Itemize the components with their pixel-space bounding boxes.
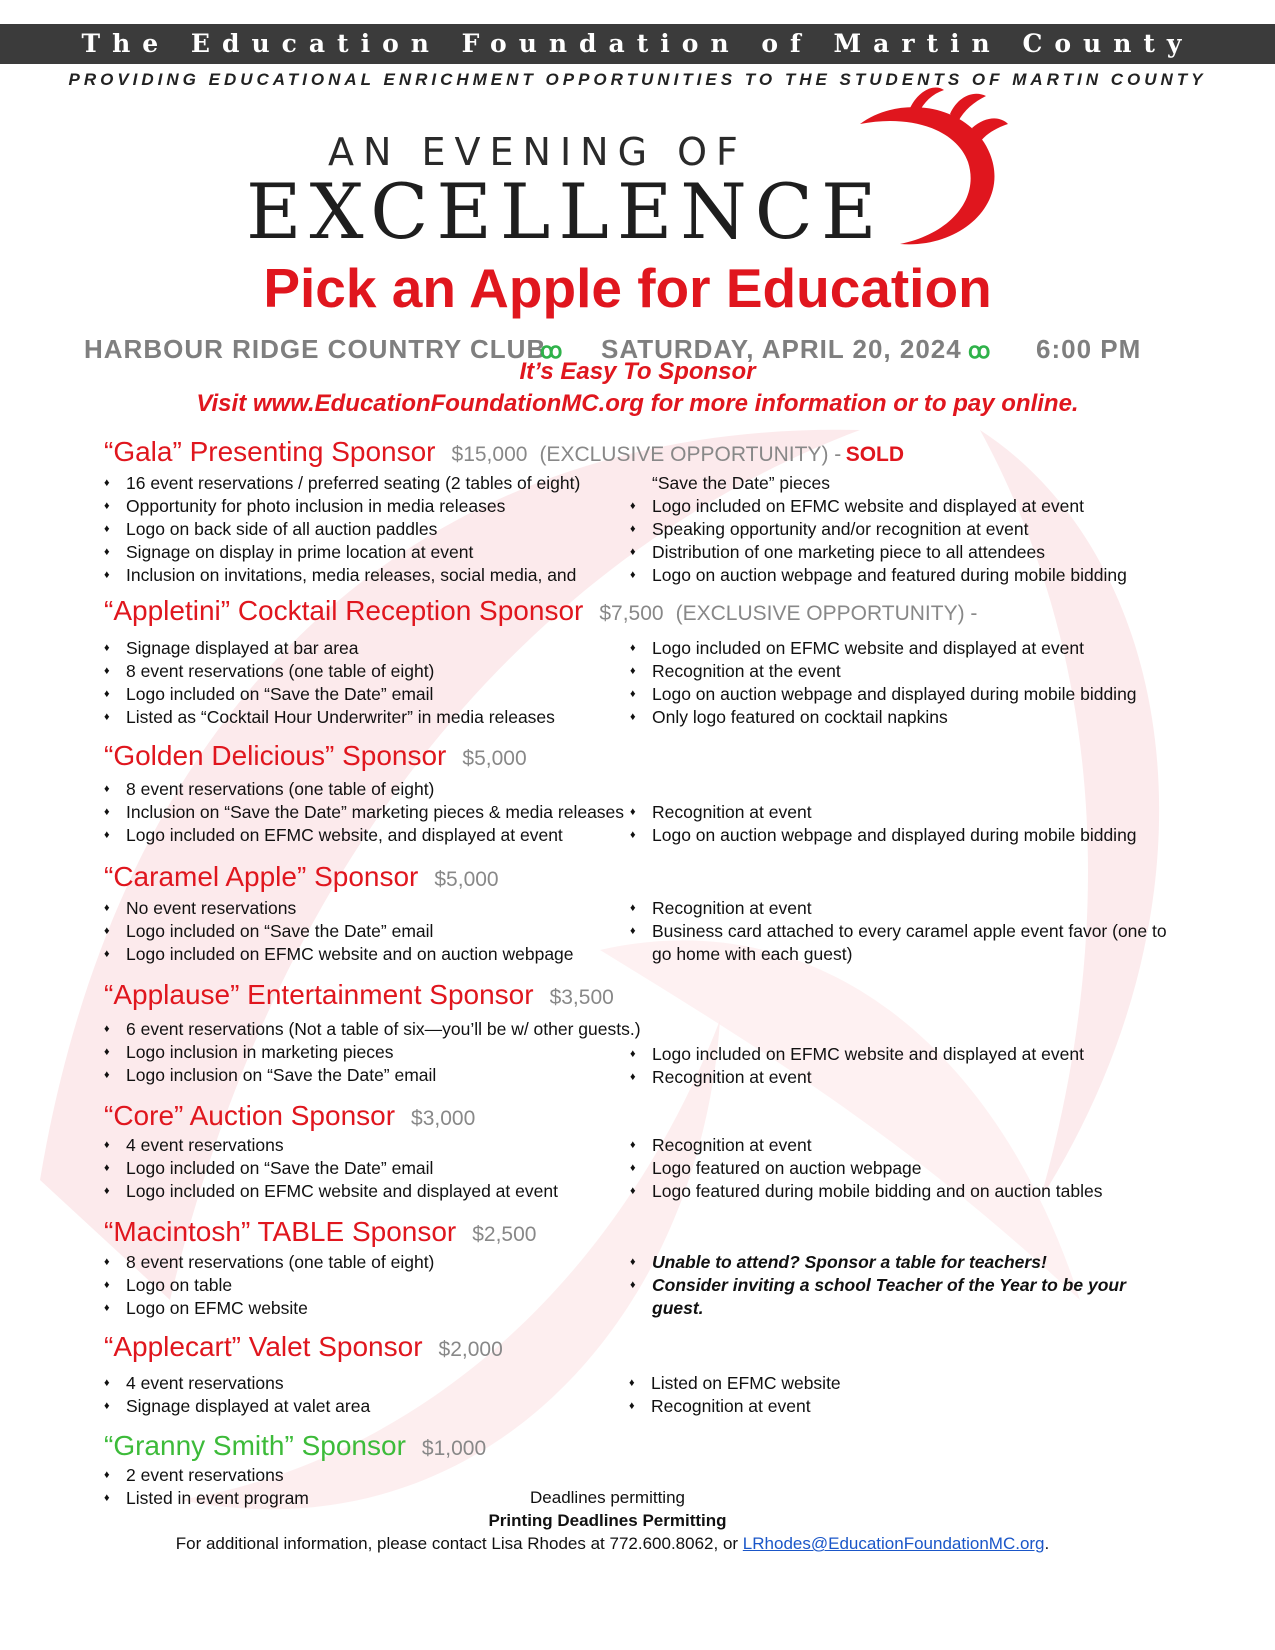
cta-easy-to-sponsor: It’s Easy To Sponsor <box>519 358 756 385</box>
sponsor-price: $15,000 <box>451 443 528 466</box>
sponsor-name: “Caramel Apple” Sponsor <box>104 861 419 892</box>
bullet-diamond-icon: ♦ <box>104 1492 110 1504</box>
sponsor-heading <box>104 740 527 772</box>
sponsor-price: $2,500 <box>472 1223 537 1246</box>
event-venue: HARBOUR RIDGE COUNTRY CLUB <box>84 334 547 364</box>
bullet-diamond-icon: ♦ <box>104 711 110 723</box>
benefit-item: ♦ 6 event reservations (Not a table of six—you’ll be w/ other guests.) <box>104 1019 641 1039</box>
bullet-diamond-icon: ♦ <box>104 902 110 914</box>
bullet-diamond-icon: ♦ <box>630 925 636 937</box>
benefit-item: ♦ Logo on auction webpage and displayed during mobile bidding <box>630 684 1137 704</box>
bullet-diamond-icon: ♦ <box>629 1400 635 1412</box>
bullet-diamond-icon: ♦ <box>630 1071 636 1083</box>
bullet-diamond-icon: ♦ <box>104 688 110 700</box>
benefit-item: ♦ 4 event reservations <box>104 1373 284 1393</box>
bullet-diamond-icon: ♦ <box>630 902 636 914</box>
bullet-diamond-icon: ♦ <box>630 569 636 581</box>
bullet-diamond-icon: ♦ <box>630 546 636 558</box>
bullet-diamond-icon: ♦ <box>630 1048 636 1060</box>
swirl-separator-right-icon: ꝏ <box>968 338 991 363</box>
benefit-item-continued: go home with each guest) <box>652 944 853 964</box>
organization-tagline: PROVIDING EDUCATIONAL ENRICHMENT OPPORTUNITIES TO THE STUDENTS OF MARTIN COUNTY <box>68 70 1207 89</box>
apple-swirl-logo-icon <box>840 84 1020 264</box>
benefit-item-continued: “Save the Date” pieces <box>652 473 831 493</box>
sponsor-name: “Macintosh” TABLE Sponsor <box>104 1216 457 1247</box>
benefit-item-continued: guest. <box>652 1298 704 1318</box>
bullet-diamond-icon: ♦ <box>630 1162 636 1174</box>
benefit-item: ♦ 8 event reservations (one table of eight) <box>104 1252 435 1272</box>
benefit-item: ♦ Logo included on EFMC website and displayed at event <box>630 638 1084 658</box>
sponsor-price: $5,000 <box>434 868 499 891</box>
sponsor-price: $3,500 <box>549 986 614 1009</box>
event-time: 6:00 PM <box>1036 334 1142 364</box>
bullet-diamond-icon: ♦ <box>104 569 110 581</box>
swirl-separator-left-icon: ꝏ <box>540 338 563 363</box>
sponsor-name: “Appletini” Cocktail Reception Sponsor <box>104 595 584 626</box>
sponsor-name: “Applecart” Valet Sponsor <box>104 1331 423 1362</box>
bullet-diamond-icon: ♦ <box>630 1139 636 1151</box>
contact-email-link[interactable]: LRhodes@EducationFoundationMC.org <box>742 1534 1045 1553</box>
bullet-diamond-icon: ♦ <box>104 523 110 535</box>
sponsor-heading <box>104 595 977 627</box>
benefit-item: ♦ Listed in event program <box>104 1488 309 1508</box>
benefit-item: ♦ 16 event reservations / preferred seating (2 tables of eight) <box>104 473 581 493</box>
benefit-item: ♦ 8 event reservations (one table of eight) <box>104 661 435 681</box>
sponsor-heading <box>104 1100 475 1132</box>
bullet-diamond-icon: ♦ <box>104 1302 110 1314</box>
benefit-item: ♦ Logo included on EFMC website, and displayed at event <box>104 825 563 845</box>
sponsor-heading <box>104 1430 486 1462</box>
sponsor-price: $1,000 <box>421 1437 487 1460</box>
benefit-item: ♦ Logo included on EFMC website and on auction webpage <box>104 944 574 964</box>
footer-printing-deadlines: Printing Deadlines Permitting <box>488 1511 727 1530</box>
bullet-diamond-icon: ♦ <box>104 665 110 677</box>
sponsor-name: “Core” Auction Sponsor <box>104 1100 396 1131</box>
footer-deadlines-note: Deadlines permitting <box>530 1488 685 1507</box>
bullet-diamond-icon: ♦ <box>104 1046 110 1058</box>
sponsor-price: $5,000 <box>462 747 527 770</box>
benefit-item: ♦ Recognition at the event <box>630 661 841 681</box>
benefit-item: ♦ Logo on table <box>104 1275 233 1295</box>
sponsor-name: “Gala” Presenting Sponsor <box>104 436 436 467</box>
cta-visit-website[interactable]: Visit www.EducationFoundationMC.org for more information or to pay online. <box>196 390 1079 417</box>
logo-line-excellence: EXCELLENCE <box>246 167 885 256</box>
benefit-item: ♦ Opportunity for photo inclusion in media releases <box>104 496 506 516</box>
bullet-diamond-icon: ♦ <box>104 1256 110 1268</box>
benefit-item: ♦ Signage displayed at bar area <box>104 638 359 658</box>
sponsor-heading <box>104 1331 503 1363</box>
benefit-item: ♦ Consider inviting a school Teacher of the Year to be your <box>630 1275 1126 1295</box>
footer-contact-period: . <box>1044 1534 1050 1553</box>
sponsor-heading <box>104 979 614 1011</box>
sponsor-name: “Golden Delicious” Sponsor <box>104 740 447 771</box>
benefit-item: ♦ Signage on display in prime location at event <box>104 542 474 562</box>
bullet-diamond-icon: ♦ <box>104 829 110 841</box>
bullet-diamond-icon: ♦ <box>104 642 110 654</box>
benefit-item: ♦ Business card attached to every caramel apple event favor (one to <box>630 921 1167 941</box>
bullet-diamond-icon: ♦ <box>104 925 110 937</box>
benefit-item: ♦ Inclusion on “Save the Date” marketing pieces & media releases <box>104 802 625 822</box>
organization-banner: The Education Foundation of Martin County <box>0 24 1275 64</box>
benefit-item: ♦ Logo on auction webpage and displayed during mobile bidding <box>630 825 1137 845</box>
sold-badge: SOLD <box>845 443 905 466</box>
bullet-diamond-icon: ♦ <box>104 1185 110 1197</box>
bullet-diamond-icon: ♦ <box>630 806 636 818</box>
bullet-diamond-icon: ♦ <box>629 1377 635 1389</box>
bullet-diamond-icon: ♦ <box>104 1023 110 1035</box>
bullet-diamond-icon: ♦ <box>104 806 110 818</box>
bullet-diamond-icon: ♦ <box>104 948 110 960</box>
logo-line-an-evening-of: AN EVENING OF <box>328 130 747 174</box>
bullet-diamond-icon: ♦ <box>630 642 636 654</box>
benefit-item: ♦ Listed on EFMC website <box>629 1373 841 1393</box>
footer-contact <box>0 1534 1250 1554</box>
sponsor-price: $7,500 <box>599 602 664 625</box>
benefit-item: ♦ Logo featured on auction webpage <box>630 1158 922 1178</box>
bullet-diamond-icon: ♦ <box>104 1139 110 1151</box>
benefit-item: ♦ Logo included on “Save the Date” email <box>104 684 434 704</box>
bullet-diamond-icon: ♦ <box>630 665 636 677</box>
sponsor-price: $2,000 <box>438 1338 503 1361</box>
benefit-item: ♦ Logo included on EFMC website and displayed at event <box>104 1181 558 1201</box>
benefit-item: ♦ Signage displayed at valet area <box>104 1396 371 1416</box>
benefit-item: ♦ Distribution of one marketing piece to all attendees <box>630 542 1046 562</box>
event-date: SATURDAY, APRIL 20, 2024 <box>601 334 962 364</box>
bullet-diamond-icon: ♦ <box>104 1069 110 1081</box>
bullet-diamond-icon: ♦ <box>104 1377 110 1389</box>
bullet-diamond-icon: ♦ <box>630 711 636 723</box>
bullet-diamond-icon: ♦ <box>630 523 636 535</box>
benefit-item: ♦ Recognition at event <box>630 1135 812 1155</box>
bullet-diamond-icon: ♦ <box>104 500 110 512</box>
benefit-item: ♦ Only logo featured on cocktail napkins <box>630 707 948 727</box>
sponsor-exclusive-note: (EXCLUSIVE OPPORTUNITY) - <box>675 602 978 625</box>
benefit-item: ♦ Logo inclusion in marketing pieces <box>104 1042 394 1062</box>
benefit-item: ♦ Logo inclusion on “Save the Date” email <box>104 1065 437 1085</box>
benefit-item: ♦ Logo on EFMC website <box>104 1298 308 1318</box>
benefit-item: ♦ Unable to attend? Sponsor a table for teachers! <box>630 1252 1047 1272</box>
sponsor-price: $3,000 <box>411 1107 476 1130</box>
benefit-item: ♦ 4 event reservations <box>104 1135 284 1155</box>
bullet-diamond-icon: ♦ <box>104 477 110 489</box>
bullet-diamond-icon: ♦ <box>104 1279 110 1291</box>
sponsor-exclusive-note: (EXCLUSIVE OPPORTUNITY) - <box>539 443 842 466</box>
bullet-diamond-icon: ♦ <box>104 1162 110 1174</box>
sponsor-heading <box>104 1216 536 1248</box>
sponsor-name: “Applause” Entertainment Sponsor <box>104 979 534 1010</box>
sponsor-heading <box>104 861 499 893</box>
bullet-diamond-icon: ♦ <box>630 1279 636 1291</box>
sponsor-heading <box>104 436 904 468</box>
benefit-item: ♦ Logo on back side of all auction paddles <box>104 519 438 539</box>
benefit-item: ♦ Recognition at event <box>629 1396 811 1416</box>
bullet-diamond-icon: ♦ <box>104 546 110 558</box>
benefit-item: ♦ Recognition at event <box>630 1067 812 1087</box>
bullet-diamond-icon: ♦ <box>630 688 636 700</box>
benefit-item: ♦ Logo included on EFMC website and displayed at event <box>630 496 1084 516</box>
benefit-item: ♦ No event reservations <box>104 898 297 918</box>
bullet-diamond-icon: ♦ <box>104 1400 110 1412</box>
page-title: Pick an Apple for Education <box>263 257 992 319</box>
bullet-diamond-icon: ♦ <box>630 1256 636 1268</box>
benefit-item: ♦ Recognition at event <box>630 802 812 822</box>
benefit-item: ♦ 2 event reservations <box>104 1465 284 1485</box>
benefit-item: ♦ Inclusion on invitations, media releases, social media, and <box>104 565 577 585</box>
bullet-diamond-icon: ♦ <box>630 500 636 512</box>
benefit-item: ♦ Logo included on EFMC website and displayed at event <box>630 1044 1084 1064</box>
bullet-diamond-icon: ♦ <box>630 1185 636 1197</box>
bullet-diamond-icon: ♦ <box>104 1469 110 1481</box>
bullet-diamond-icon: ♦ <box>630 829 636 841</box>
bullet-diamond-icon: ♦ <box>104 783 110 795</box>
benefit-item: ♦ Logo included on “Save the Date” email <box>104 1158 434 1178</box>
footer-contact-text: For additional information, please contact Lisa Rhodes at 772.600.8062, or <box>175 1534 739 1553</box>
benefit-item: ♦ Recognition at event <box>630 898 812 918</box>
sponsor-name: “Granny Smith” Sponsor <box>104 1430 406 1461</box>
benefit-item: ♦ Logo featured during mobile bidding and on auction tables <box>630 1181 1103 1201</box>
benefit-item: ♦ Logo included on “Save the Date” email <box>104 921 434 941</box>
benefit-item: ♦ 8 event reservations (one table of eight) <box>104 779 435 799</box>
benefit-item: ♦ Listed as “Cocktail Hour Underwriter” in media releases <box>104 707 555 727</box>
benefit-item: ♦ Speaking opportunity and/or recognition at event <box>630 519 1029 539</box>
benefit-item: ♦ Logo on auction webpage and featured during mobile bidding <box>630 565 1127 585</box>
